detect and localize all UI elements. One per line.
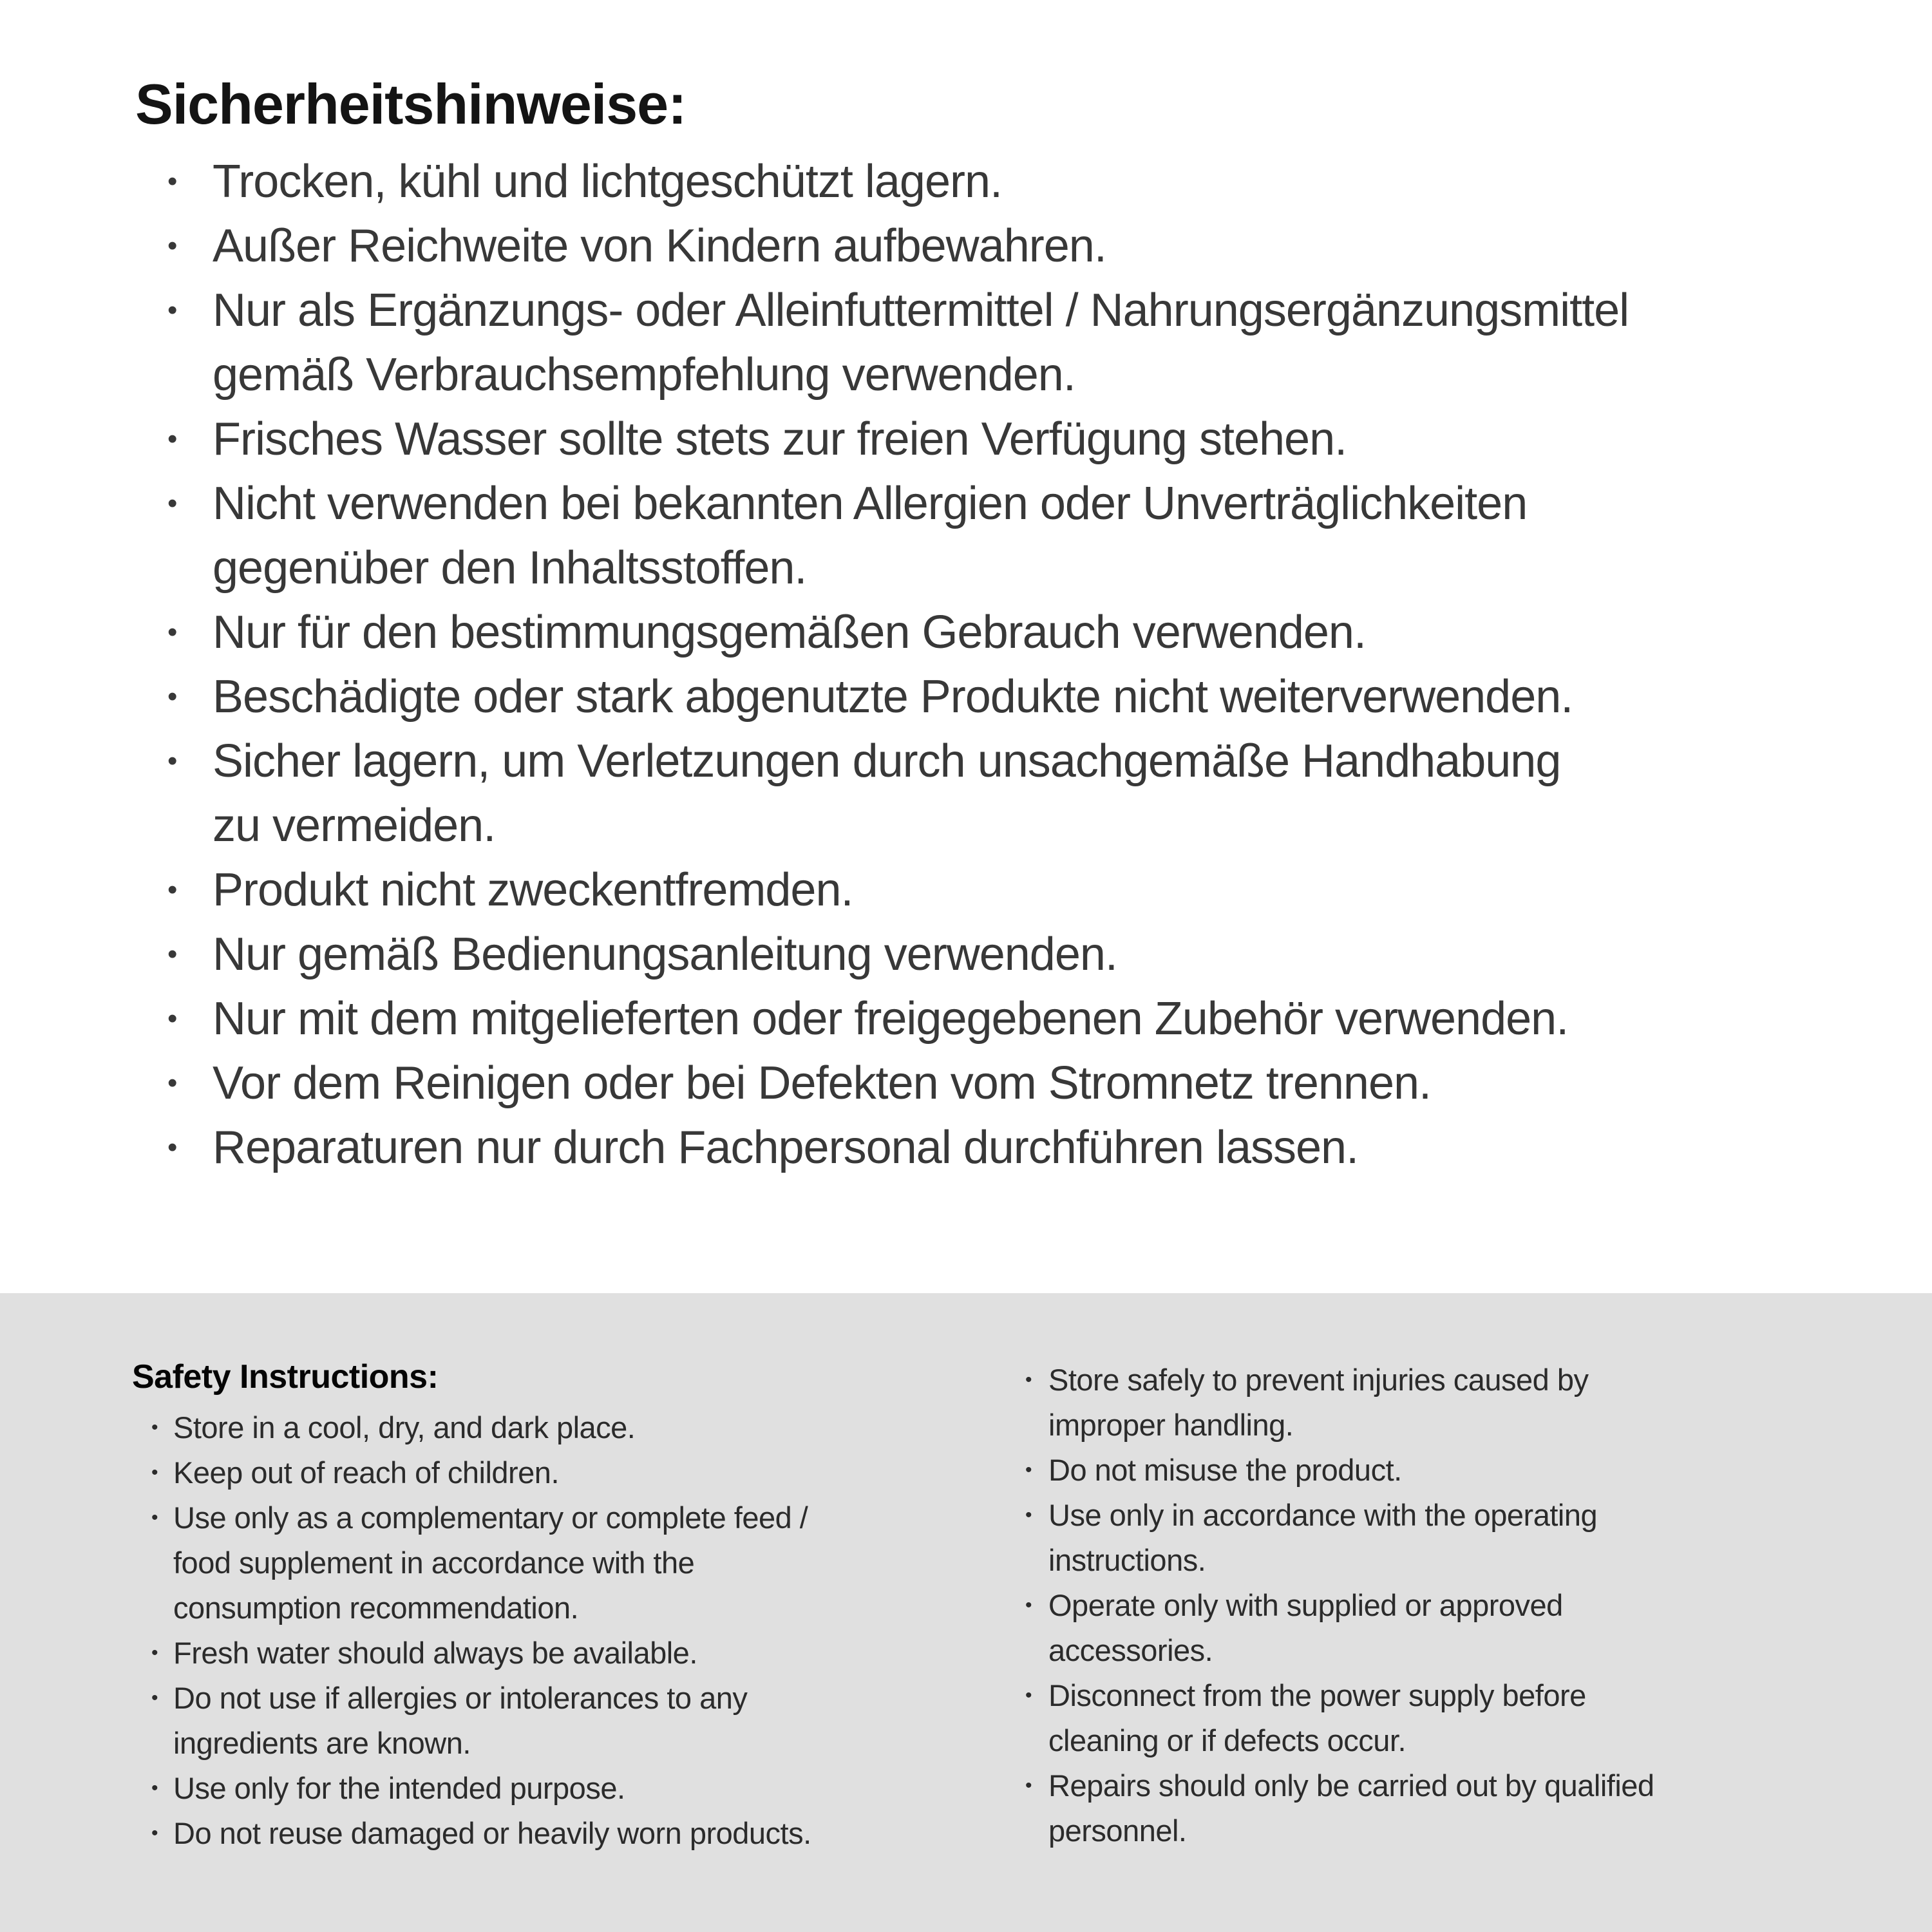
list-item xyxy=(1024,1358,1880,1448)
list-item xyxy=(135,729,1893,858)
bullet-icon: • xyxy=(151,1642,158,1663)
list-item xyxy=(132,1676,1024,1766)
list-item-line: Reparaturen nur durch Fachpersonal durchführen lassen. xyxy=(213,1122,1359,1173)
list-item xyxy=(135,858,1893,922)
bullet-icon: • xyxy=(167,488,177,519)
list-item-line: Store in a cool, dry, and dark place. xyxy=(173,1410,636,1444)
bullet-icon: • xyxy=(1025,1369,1032,1390)
bullet-icon: • xyxy=(1025,1595,1032,1616)
list-item-line: instructions. xyxy=(1048,1543,1206,1577)
list-item-line: Nur als Ergänzungs- oder Alleinfuttermittel / Nahrungsergänzungsmittel xyxy=(213,285,1629,336)
bullet-icon: • xyxy=(1025,1504,1032,1526)
list-item-line: consumption recommendation. xyxy=(173,1591,579,1625)
english-left-column xyxy=(132,1358,1024,1932)
english-heading: Safety Instructions: xyxy=(132,1358,439,1396)
bullet-icon: • xyxy=(1025,1459,1032,1481)
bullet-icon: • xyxy=(167,745,177,777)
list-item-line: gemäß Verbrauchsempfehlung verwenden. xyxy=(213,349,1075,401)
list-item-line: Use only for the intended purpose. xyxy=(173,1771,625,1805)
list-item xyxy=(132,1811,1024,1856)
bullet-icon: • xyxy=(151,1687,158,1709)
list-item-line: Do not use if allergies or intolerances to any xyxy=(173,1681,748,1715)
list-item xyxy=(132,1495,1024,1631)
bullet-icon: • xyxy=(167,294,177,326)
english-right-column xyxy=(1024,1358,1880,1932)
list-item xyxy=(135,1115,1893,1180)
list-item xyxy=(135,600,1893,665)
list-item-line: Nicht verwenden bei bekannten Allergien oder Unverträglichkeiten xyxy=(213,478,1528,529)
list-item xyxy=(135,214,1893,278)
list-item xyxy=(135,149,1893,214)
bullet-icon: • xyxy=(167,1003,177,1034)
list-item-line: Frisches Wasser sollte stets zur freien Verfügung stehen. xyxy=(213,413,1347,465)
list-item-line: Fresh water should always be available. xyxy=(173,1636,697,1670)
list-item-line: Nur mit dem mitgelieferten oder freigegebenen Zubehör verwenden. xyxy=(213,993,1569,1045)
list-item-line: accessories. xyxy=(1048,1633,1213,1667)
bullet-icon: • xyxy=(151,1777,158,1799)
german-bullet-list xyxy=(135,149,1893,1180)
list-item-line: Produkt nicht zweckentfremden. xyxy=(213,864,853,916)
bullet-icon: • xyxy=(1025,1775,1032,1796)
list-item xyxy=(1024,1763,1880,1853)
bullet-icon: • xyxy=(151,1417,158,1438)
bullet-icon: • xyxy=(167,874,177,905)
bullet-icon: • xyxy=(167,938,177,970)
list-item-line: Disconnect from the power supply before xyxy=(1048,1678,1586,1712)
list-item-line: Beschädigte oder stark abgenutzte Produkte nicht weiterverwenden. xyxy=(213,671,1573,723)
list-item xyxy=(1024,1583,1880,1673)
bullet-icon: • xyxy=(167,681,177,712)
bullet-icon: • xyxy=(167,230,177,261)
bullet-icon: • xyxy=(151,1823,158,1844)
bullet-icon: • xyxy=(1025,1685,1032,1706)
list-item-line: Nur gemäß Bedienungsanleitung verwenden. xyxy=(213,929,1117,980)
list-item-line: Do not misuse the product. xyxy=(1048,1453,1402,1487)
bullet-icon: • xyxy=(167,423,177,455)
list-item-line: Use only in accordance with the operating xyxy=(1048,1498,1598,1532)
list-item-line: Keep out of reach of children. xyxy=(173,1455,560,1490)
list-item-line: gegenüber den Inhaltsstoffen. xyxy=(213,542,807,594)
list-item-line: cleaning or if defects occur. xyxy=(1048,1723,1406,1757)
list-item-line: Sicher lagern, um Verletzungen durch unsachgemäße Handhabung xyxy=(213,735,1561,787)
list-item xyxy=(132,1405,1024,1450)
list-item xyxy=(132,1766,1024,1811)
english-left-list xyxy=(132,1405,1024,1856)
list-item-line: Use only as a complementary or complete feed / xyxy=(173,1501,808,1535)
list-item-line: Trocken, kühl und lichtgeschützt lagern. xyxy=(213,156,1003,207)
bullet-icon: • xyxy=(167,1132,177,1163)
list-item xyxy=(132,1450,1024,1495)
bullet-icon: • xyxy=(151,1462,158,1483)
list-item-line: Store safely to prevent injuries caused by xyxy=(1048,1363,1589,1397)
list-item xyxy=(135,665,1893,729)
list-item xyxy=(132,1631,1024,1676)
list-item xyxy=(135,471,1893,600)
list-item-line: improper handling. xyxy=(1048,1408,1294,1442)
bullet-icon: • xyxy=(167,166,177,197)
list-item-line: Außer Reichweite von Kindern aufbewahren. xyxy=(213,220,1106,272)
english-right-list xyxy=(1024,1358,1880,1853)
list-item xyxy=(1024,1673,1880,1763)
list-item-line: personnel. xyxy=(1048,1814,1187,1848)
list-item xyxy=(135,407,1893,471)
list-item xyxy=(1024,1448,1880,1493)
list-item-line: Operate only with supplied or approved xyxy=(1048,1588,1563,1622)
list-item xyxy=(135,1051,1893,1115)
bullet-icon: • xyxy=(167,1067,177,1099)
list-item-line: ingredients are known. xyxy=(173,1726,471,1760)
list-item xyxy=(135,987,1893,1051)
list-item-line: food supplement in accordance with the xyxy=(173,1546,695,1580)
bullet-icon: • xyxy=(167,616,177,648)
list-item xyxy=(135,278,1893,407)
list-item xyxy=(1024,1493,1880,1583)
bullet-icon: • xyxy=(151,1507,158,1528)
list-item-line: zu vermeiden. xyxy=(213,800,496,851)
german-heading: Sicherheitshinweise: xyxy=(135,72,687,136)
list-item xyxy=(135,922,1893,987)
english-safety-section xyxy=(0,1293,1932,1932)
list-item-line: Repairs should only be carried out by qualified xyxy=(1048,1768,1654,1803)
list-item-line: Vor dem Reinigen oder bei Defekten vom Stromnetz trennen. xyxy=(213,1057,1432,1109)
list-item-line: Nur für den bestimmungsgemäßen Gebrauch verwenden. xyxy=(213,607,1366,658)
list-item-line: Do not reuse damaged or heavily worn products. xyxy=(173,1816,811,1850)
